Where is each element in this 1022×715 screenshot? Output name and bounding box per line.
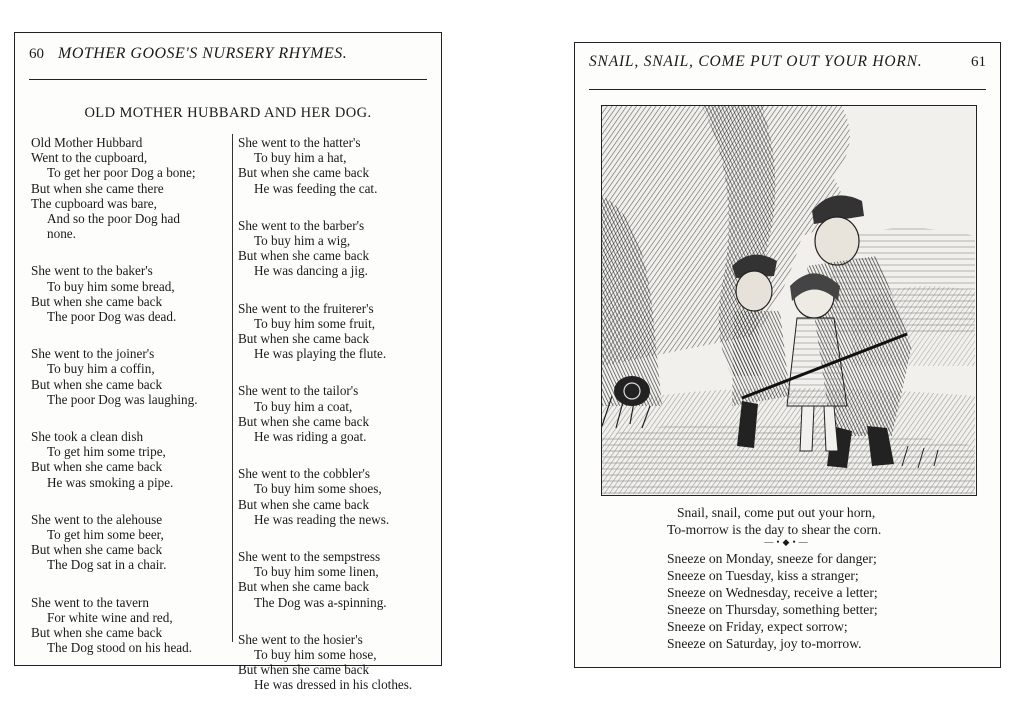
stanza bbox=[238, 549, 436, 610]
verse-line: The Dog was a-spinning. bbox=[254, 594, 387, 610]
right-head-rule bbox=[589, 89, 986, 90]
verse-line: She went to the alehouse bbox=[31, 511, 163, 527]
stanza bbox=[31, 595, 229, 656]
verse-line: He was playing the flute. bbox=[254, 346, 387, 362]
verse-line: The cupboard was bare, bbox=[31, 195, 157, 211]
verse-line: But when she came back bbox=[238, 413, 370, 429]
verse-line: To buy him a coffin, bbox=[47, 361, 155, 377]
verse-line: Sneeze on Friday, expect sorrow; bbox=[667, 619, 848, 634]
verse-line: To get him some tripe, bbox=[47, 444, 166, 460]
verse-line: To get her poor Dog a bone; bbox=[47, 165, 196, 181]
verse-line: To get him some beer, bbox=[47, 527, 164, 543]
section-ornament: —•◆•— bbox=[764, 537, 811, 547]
right-running-head bbox=[589, 53, 986, 71]
stanza bbox=[31, 263, 229, 324]
verse-line: But when she came back bbox=[31, 376, 163, 392]
verse-line: To buy him some fruit, bbox=[254, 315, 376, 331]
verse-line: She went to the cobbler's bbox=[238, 466, 371, 482]
verse-line: But when she came back bbox=[238, 331, 370, 347]
verse-line: To buy him some shoes, bbox=[254, 481, 382, 497]
verse-line: Sneeze on Wednesday, receive a letter; bbox=[667, 585, 878, 600]
verse-line: Went to the cupboard, bbox=[31, 150, 148, 166]
verse-line: Sneeze on Tuesday, kiss a stranger; bbox=[667, 568, 859, 583]
verse-line: Old Mother Hubbard bbox=[31, 135, 143, 150]
poem-title: OLD MOTHER HUBBARD AND HER DOG. bbox=[84, 105, 372, 121]
verse-line: To buy him a wig, bbox=[254, 233, 351, 249]
verse-line: To buy him some linen, bbox=[254, 564, 379, 580]
verse-line: Sneeze on Saturday, joy to-morrow. bbox=[667, 636, 862, 651]
verse-line: The Dog sat in a chair. bbox=[47, 557, 167, 573]
snail-verse bbox=[575, 504, 1000, 538]
left-running-head bbox=[29, 45, 427, 63]
verse-line: He was feeding the cat. bbox=[254, 180, 378, 196]
verse-line: But when she came back bbox=[31, 542, 163, 558]
verse-line: But when she came back bbox=[31, 625, 163, 641]
verse-line: But when she came back bbox=[238, 248, 370, 264]
verse-line: The poor Dog was dead. bbox=[47, 309, 177, 325]
verse-line: Snail, snail, come put out your horn, bbox=[677, 505, 876, 520]
sneeze-verse bbox=[575, 550, 1000, 652]
verse-line: none. bbox=[47, 226, 76, 242]
verse-line: He was reading the news. bbox=[254, 511, 390, 527]
left-page-number: 60 bbox=[29, 46, 44, 62]
verse-line: She went to the baker's bbox=[31, 263, 153, 279]
stanza bbox=[238, 301, 436, 362]
stanza bbox=[238, 218, 436, 279]
verse-line: To buy him a coat, bbox=[254, 398, 353, 414]
right-page-number: 61 bbox=[971, 54, 986, 70]
right-running-title: SNAIL, SNAIL, COME PUT OUT YOUR HORN. bbox=[589, 53, 923, 70]
verse-line: To buy him some bread, bbox=[47, 278, 175, 294]
verse-line: He was riding a goat. bbox=[254, 429, 367, 445]
verse-line: The Dog stood on his head. bbox=[47, 640, 193, 656]
stanza bbox=[238, 466, 436, 527]
verse-line: She went to the hatter's bbox=[238, 135, 361, 150]
verse-line: And so the poor Dog had bbox=[47, 211, 180, 227]
stanza bbox=[31, 346, 229, 407]
engraving-drawing bbox=[602, 106, 975, 494]
stanza bbox=[31, 512, 229, 573]
column-divider bbox=[232, 134, 233, 642]
stanza bbox=[238, 632, 436, 693]
stanza bbox=[238, 383, 436, 444]
verse-line: She went to the fruiterer's bbox=[238, 300, 374, 316]
verse-line: But when she came there bbox=[31, 180, 164, 196]
poem-left-column bbox=[31, 135, 229, 677]
verse-line: She went to the tailor's bbox=[238, 383, 359, 399]
verse-line: But when she came back bbox=[31, 293, 163, 309]
left-page bbox=[14, 32, 442, 693]
verse-line: But when she came back bbox=[238, 579, 370, 595]
verse-line: Sneeze on Thursday, something better; bbox=[667, 602, 878, 617]
verse-line: The poor Dog was laughing. bbox=[47, 391, 198, 407]
verse-line: To buy him some hose, bbox=[254, 647, 377, 663]
engraving-illustration bbox=[601, 105, 977, 496]
stanza bbox=[31, 135, 229, 241]
stanza bbox=[31, 429, 229, 490]
verse-line: She went to the hosier's bbox=[238, 631, 363, 647]
verse-line: But when she came back bbox=[31, 459, 163, 475]
stanza bbox=[238, 135, 436, 196]
verse-line: She went to the joiner's bbox=[31, 346, 155, 362]
verse-line: She took a clean dish bbox=[31, 429, 144, 445]
verse-line: For white wine and red, bbox=[47, 609, 173, 625]
left-running-title: MOTHER GOOSE'S NURSERY RHYMES. bbox=[58, 45, 348, 62]
verse-line: Sneeze on Monday, sneeze for danger; bbox=[667, 551, 877, 566]
verse-line: But when she came back bbox=[238, 165, 370, 181]
verse-line: To buy him a hat, bbox=[254, 150, 347, 166]
left-head-rule bbox=[29, 79, 427, 80]
verse-line: She went to the barber's bbox=[238, 217, 365, 233]
verse-line: She went to the tavern bbox=[31, 594, 149, 610]
verse-line: She went to the sempstress bbox=[238, 549, 381, 565]
poem-right-column bbox=[238, 135, 436, 715]
verse-line: He was smoking a pipe. bbox=[47, 474, 174, 490]
verse-line: He was dancing a jig. bbox=[254, 263, 368, 279]
verse-line: To-morrow is the day to shear the corn. bbox=[667, 522, 882, 537]
verse-line: But when she came back bbox=[238, 496, 370, 512]
verse-line: But when she came back bbox=[238, 662, 370, 678]
right-page bbox=[574, 42, 1001, 668]
verse-line: He was dressed in his clothes. bbox=[254, 677, 413, 693]
